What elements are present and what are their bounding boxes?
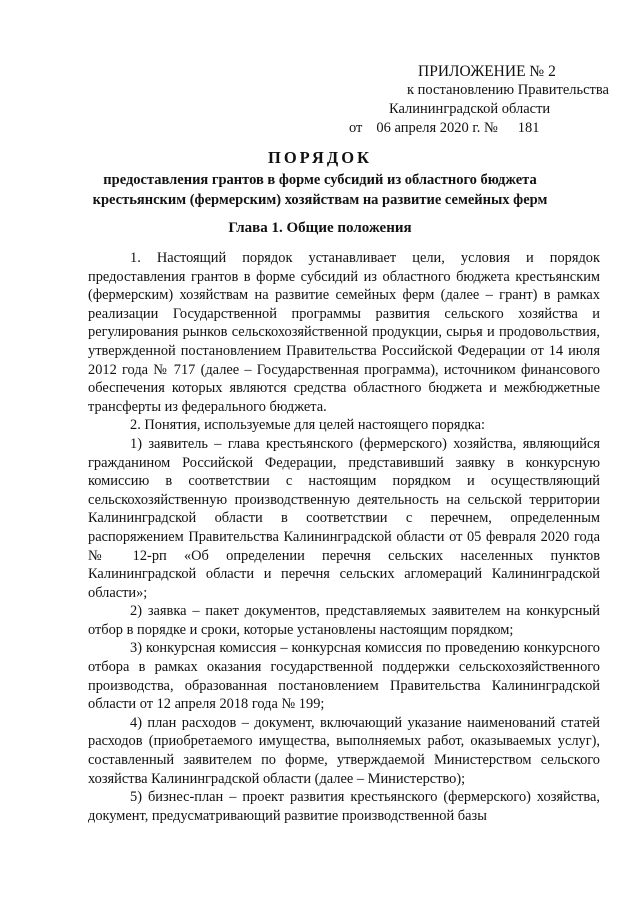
- chapter-title: Глава 1. Общие положения: [228, 220, 412, 236]
- subtitle-line-2: крестьянским (фермерским) хозяйствам на развитие семейных ферм: [92, 192, 548, 208]
- appendix-line-region: Калининградской области: [389, 101, 551, 117]
- paragraph: 2. Понятия, используемые для целей настоящего порядка:: [130, 417, 485, 434]
- appendix-number: 181: [517, 120, 540, 136]
- appendix-date-rest: апреля 2020 г. №: [394, 120, 498, 136]
- document-body: [88, 249, 600, 825]
- paragraph: 2) заявка – пакет документов, представляемых заявителем на конкурсный отбор в порядке и сроки, которые установлены настоящим порядком;: [88, 603, 600, 638]
- paragraph: 3) конкурсная комиссия – конкурсная комиссия по проведению конкурсного отбора в рамках оказания государственной поддержки сельскохозяйственного производства, образованная постановлением Правительства Калининградской области от 12 апреля 2018 года № 199;: [88, 640, 600, 713]
- appendix-date-prefix: от: [349, 120, 363, 136]
- paragraph: 1) заявитель – глава крестьянского (фермерского) хозяйства, являющийся гражданином Российской Федерации, представивший заявку в конкурсную комиссию в соответствии с настоящим порядком и осуществляющий сельскохозяйственную производственную деятельность на сельской территории Калининградской области в соответствии с перечнем, определенным распоряжением Правительства Калининградской области от 05 февраля 2020 года № 12-рп «Об определении перечня сельских населенных пунктов Калининградской области и перечня сельских агломераций Калининградской области»;: [88, 435, 600, 601]
- paragraph: 1. Настоящий порядок устанавливает цели, условия и порядок предоставления грантов в форме субсидий из областного бюджета крестьянским (фермерским) хозяйствам на развитие семейных ферм (далее – грант) в рамках реализации Государственной программы развития сельского хозяйства и регулирования рынков сельскохозяйственной продукции, сырья и продовольствия, утвержденной постановлением Правительства Российской Федерации от 14 июля 2012 года № 717 (далее – Государственная программа), источником финансового обеспечения которых являются средства областного бюджета и межбюджетные трансферты из федерального бюджета.: [88, 250, 600, 415]
- appendix-line-decree: к постановлению Правительства: [407, 82, 609, 98]
- subtitle-line-1: предоставления грантов в форме субсидий из областного бюджета: [103, 172, 537, 188]
- paragraph: 4) план расходов – документ, включающий указание наименований статей расходов (приобретаемого имущества, выполняемых работ, оказываемых услуг), составленный заявителем по форме, утверждаемой Министерством сельского хозяйства Калининградской области (далее – Министерство);: [88, 714, 600, 787]
- document-subtitle: [0, 170, 640, 210]
- appendix-date-line: [345, 119, 635, 138]
- appendix-header: [345, 62, 635, 138]
- document-title: ПОРЯДОК: [268, 148, 372, 167]
- appendix-title: ПРИЛОЖЕНИЕ № 2: [418, 63, 556, 80]
- appendix-date-day: 06: [376, 120, 391, 136]
- paragraph: 5) бизнес-план – проект развития крестьянского (фермерского) хозяйства, документ, предусматривающий развитие производственной базы: [88, 789, 600, 824]
